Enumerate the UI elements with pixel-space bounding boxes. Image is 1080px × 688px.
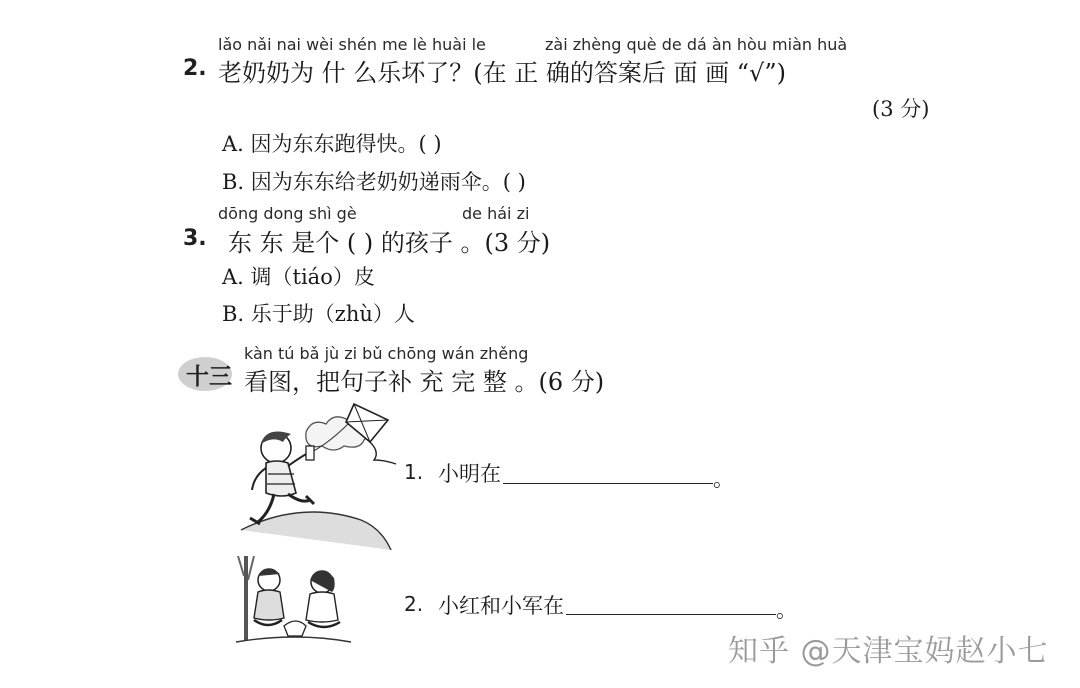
q2-option-a: A. 因为东东跑得快。( ) bbox=[222, 132, 442, 156]
q3-pinyin-left: dōng dong shì gè bbox=[218, 204, 357, 223]
kids-illustration bbox=[236, 556, 356, 656]
q2-pinyin-left: lǎo nǎi nai wèi shén me lè huài le bbox=[218, 35, 486, 54]
item-2-blank[interactable] bbox=[566, 614, 776, 615]
q3-option-a: A. 调（tiáo）皮 bbox=[222, 265, 375, 289]
q3-number: 3. bbox=[183, 226, 207, 251]
q2-score: (3 分) bbox=[872, 97, 930, 121]
item-1-end: 。 bbox=[713, 467, 734, 491]
item-1-prefix: 小明在 bbox=[438, 462, 501, 486]
item-1-label: 1. bbox=[404, 460, 424, 484]
item-1-blank[interactable] bbox=[503, 483, 713, 484]
item-2-end: 。 bbox=[776, 598, 797, 622]
watermark: 知乎 @天津宝妈赵小七 bbox=[728, 634, 1049, 669]
boy-kite-illustration bbox=[236, 400, 406, 550]
q3-option-b: B. 乐于助（zhù）人 bbox=[222, 302, 415, 326]
q3-question: 东 东 是个 ( ) 的孩子 。(3 分) bbox=[228, 229, 551, 257]
q2-pinyin-right: zài zhèng què de dá àn hòu miàn huà bbox=[545, 35, 848, 54]
section-badge: 十三 bbox=[186, 364, 232, 390]
item-2-label: 2. bbox=[404, 592, 424, 616]
section-pinyin: kàn tú bǎ jù zi bǔ chōng wán zhěng bbox=[244, 344, 529, 363]
q2-option-b: B. 因为东东给老奶奶递雨伞。( ) bbox=[222, 170, 526, 194]
q2-number: 2. bbox=[183, 56, 207, 81]
item-2-prefix: 小红和小军在 bbox=[438, 594, 564, 618]
q2-question: 老奶奶为 什 么乐坏了？(在 正 确的答案后 面 画 “√”) bbox=[218, 59, 786, 87]
section-title: 看图，把句子补 充 完 整 。(6 分) bbox=[244, 368, 605, 396]
q3-pinyin-right: de hái zi bbox=[462, 204, 530, 223]
